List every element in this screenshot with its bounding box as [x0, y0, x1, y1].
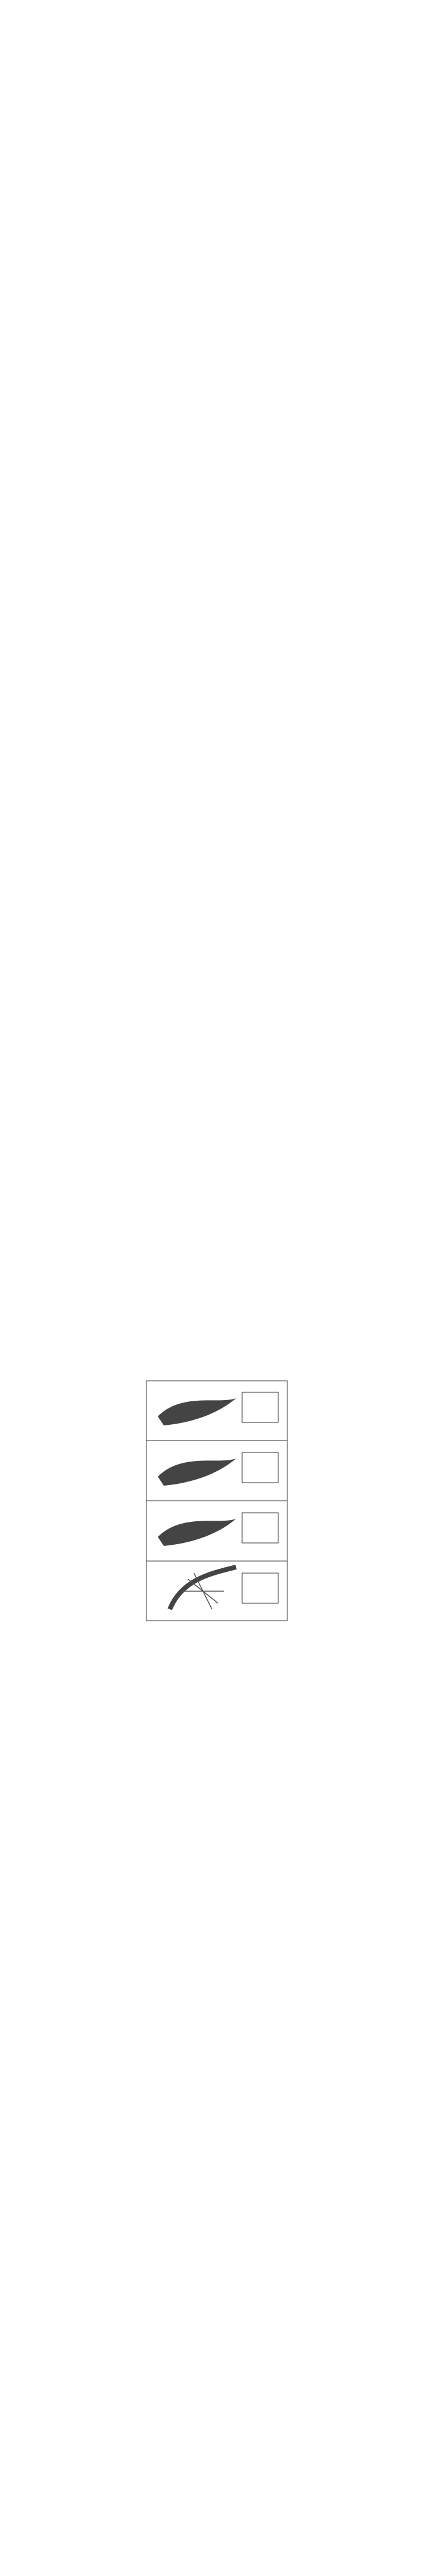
site-logo[interactable]: [372, 2541, 428, 2574]
river-diagram: [146, 1380, 288, 1621]
essay-figure: [146, 1380, 288, 1642]
